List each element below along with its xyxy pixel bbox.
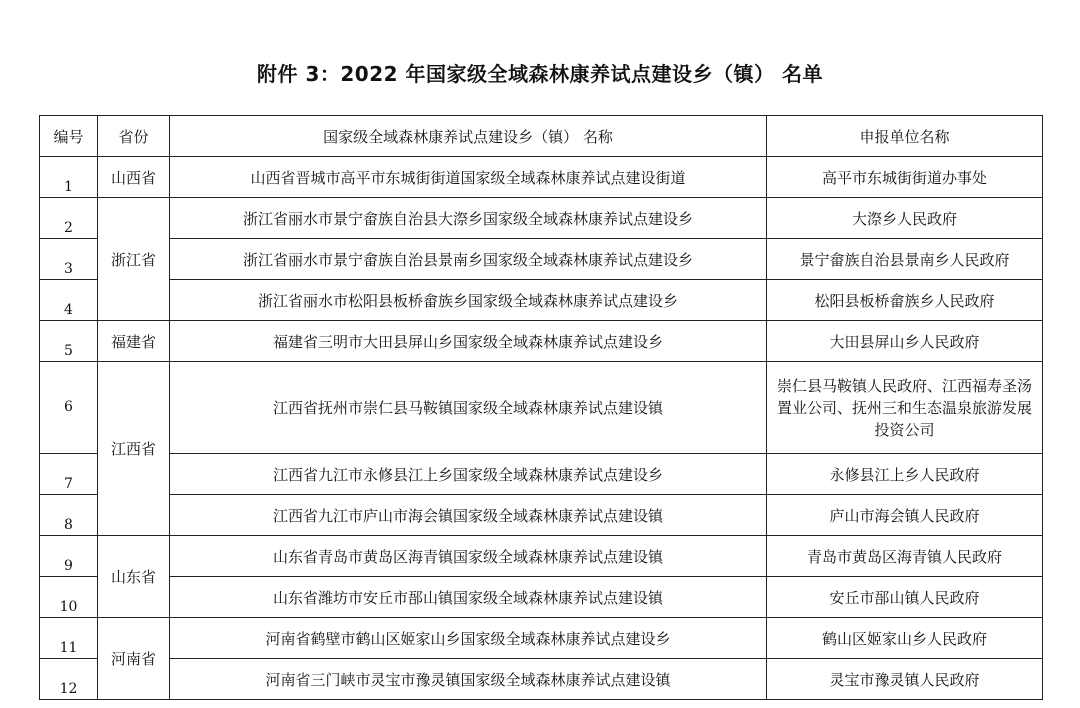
table-row [40, 454, 1043, 495]
header-name: 国家级全域森林康养试点建设乡（镇） 名称 [170, 116, 767, 157]
table-header-row [40, 116, 1043, 157]
row-unit: 永修县江上乡人民政府 [767, 454, 1043, 495]
row-num: 1 [40, 157, 98, 198]
row-num: 2 [40, 198, 98, 239]
row-name: 山东省潍坊市安丘市郚山镇国家级全域森林康养试点建设镇 [170, 577, 767, 618]
row-unit: 安丘市郚山镇人民政府 [767, 577, 1043, 618]
row-name: 浙江省丽水市松阳县板桥畲族乡国家级全域森林康养试点建设乡 [170, 280, 767, 321]
table-row [40, 280, 1043, 321]
row-name: 河南省鹤壁市鹤山区姬家山乡国家级全域森林康养试点建设乡 [170, 618, 767, 659]
row-unit: 松阳县板桥畲族乡人民政府 [767, 280, 1043, 321]
row-name: 山东省青岛市黄岛区海青镇国家级全域森林康养试点建设镇 [170, 536, 767, 577]
row-num: 6 [40, 362, 98, 454]
row-name: 浙江省丽水市景宁畲族自治县大漈乡国家级全域森林康养试点建设乡 [170, 198, 767, 239]
table-row [40, 618, 1043, 659]
row-name: 浙江省丽水市景宁畲族自治县景南乡国家级全域森林康养试点建设乡 [170, 239, 767, 280]
header-province: 省份 [98, 116, 170, 157]
row-province: 福建省 [98, 321, 170, 362]
row-unit: 灵宝市豫灵镇人民政府 [767, 659, 1043, 700]
row-unit: 庐山市海会镇人民政府 [767, 495, 1043, 536]
table-row [40, 659, 1043, 700]
table-row [40, 198, 1043, 239]
row-num: 11 [40, 618, 98, 659]
row-num: 12 [40, 659, 98, 700]
row-name: 山西省晋城市高平市东城街街道国家级全域森林康养试点建设街道 [170, 157, 767, 198]
row-province: 河南省 [98, 618, 170, 700]
table-row [40, 495, 1043, 536]
table-row [40, 362, 1043, 454]
row-province: 浙江省 [98, 198, 170, 321]
row-name: 江西省九江市永修县江上乡国家级全域森林康养试点建设乡 [170, 454, 767, 495]
row-num: 7 [40, 454, 98, 495]
row-unit: 高平市东城街街道办事处 [767, 157, 1043, 198]
row-num: 8 [40, 495, 98, 536]
table-row [40, 321, 1043, 362]
table-row [40, 536, 1043, 577]
row-name: 江西省抚州市崇仁县马鞍镇国家级全域森林康养试点建设镇 [170, 362, 767, 454]
row-province: 山东省 [98, 536, 170, 618]
table-row [40, 157, 1043, 198]
row-province: 江西省 [98, 362, 170, 536]
row-unit: 崇仁县马鞍镇人民政府、江西福寿圣汤置业公司、抚州三和生态温泉旅游发展投资公司 [767, 362, 1043, 454]
pilot-town-table [39, 115, 1043, 700]
row-unit: 青岛市黄岛区海青镇人民政府 [767, 536, 1043, 577]
row-province: 山西省 [98, 157, 170, 198]
row-num: 3 [40, 239, 98, 280]
table-row [40, 577, 1043, 618]
row-num: 4 [40, 280, 98, 321]
header-unit: 申报单位名称 [767, 116, 1043, 157]
row-unit: 大田县屏山乡人民政府 [767, 321, 1043, 362]
row-unit: 景宁畲族自治县景南乡人民政府 [767, 239, 1043, 280]
header-num: 编号 [40, 116, 98, 157]
row-unit: 鹤山区姬家山乡人民政府 [767, 618, 1043, 659]
table-row [40, 239, 1043, 280]
row-name: 江西省九江市庐山市海会镇国家级全域森林康养试点建设镇 [170, 495, 767, 536]
row-num: 5 [40, 321, 98, 362]
row-num: 10 [40, 577, 98, 618]
row-name: 河南省三门峡市灵宝市豫灵镇国家级全域森林康养试点建设镇 [170, 659, 767, 700]
row-unit: 大漈乡人民政府 [767, 198, 1043, 239]
document-title: 附件 3：2022 年国家级全域森林康养试点建设乡（镇） 名单 [257, 62, 823, 86]
row-num: 9 [40, 536, 98, 577]
row-name: 福建省三明市大田县屏山乡国家级全域森林康养试点建设乡 [170, 321, 767, 362]
